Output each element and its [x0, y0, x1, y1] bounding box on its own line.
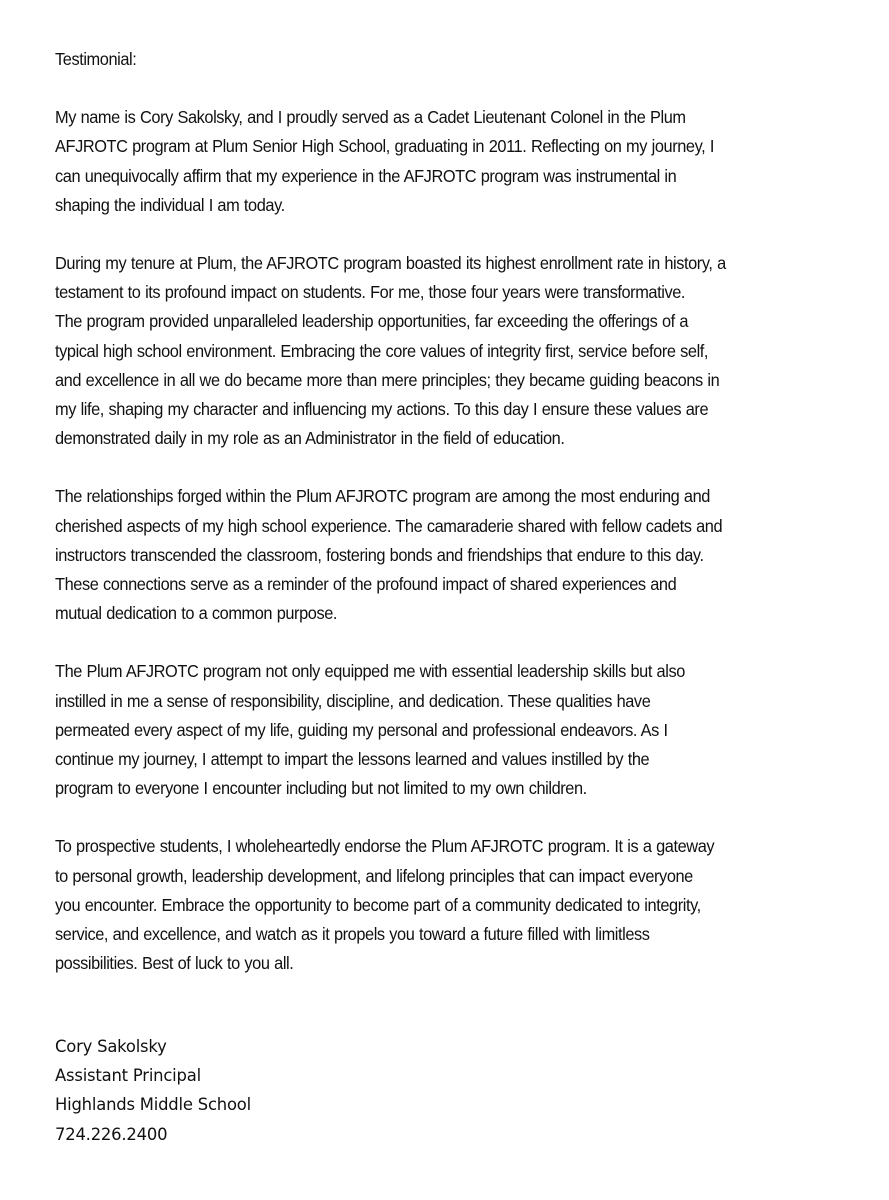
text-line: instructors transcended the classroom, fostering bonds and friendships that endure to this day. — [55, 544, 704, 565]
signature-name: Cory Sakolsky — [55, 1037, 167, 1056]
text-line: my life, shaping my character and influencing my actions. To this day I ensure these values are — [55, 399, 709, 420]
text-line: shaping the individual I am today. — [55, 194, 285, 215]
text-line: permeated every aspect of my life, guiding my personal and professional endeavors. As I — [55, 719, 668, 740]
text-line: service, and excellence, and watch as it propels you toward a future filled with limitless — [55, 924, 650, 945]
text-line: cherished aspects of my high school experience. The camaraderie shared with fellow cadets and — [55, 515, 723, 536]
paragraph-relationships — [55, 482, 870, 628]
text-line: possibilities. Best of luck to you all. — [55, 953, 294, 974]
signature-block — [55, 1032, 251, 1149]
text-line: continue my journey, I attempt to impart the lessons learned and values instilled by the — [55, 749, 650, 770]
paragraph-introduction — [55, 103, 870, 220]
text-line: typical high school environment. Embracing the core values of integrity first, service before self, — [55, 340, 709, 361]
text-line: instilled in me a sense of responsibility, discipline, and dedication. These qualities have — [55, 690, 651, 711]
signature-phone: 724.226.2400 — [55, 1124, 168, 1144]
text-line: program to everyone I encounter including but not limited to my own children. — [55, 778, 587, 799]
paragraph-skills — [55, 657, 870, 803]
text-line: can unequivocally affirm that my experience in the AFJROTC program was instrumental in — [55, 165, 677, 186]
text-line: and excellence in all we do became more than mere principles; they became guiding beacons in — [55, 369, 720, 390]
signature-title: Assistant Principal — [55, 1066, 201, 1086]
text-line: testament to its profound impact on students. For me, those four years were transformative. — [55, 282, 686, 303]
text-line: AFJROTC program at Plum Senior High School, graduating in 2011. Reflecting on my journey, I — [55, 136, 715, 157]
text-line: The Plum AFJROTC program not only equipped me with essential leadership skills but also — [55, 661, 685, 682]
text-line: To prospective students, I wholeheartedly endorse the Plum AFJROTC program. It is a gateway — [55, 836, 715, 857]
text-line: demonstrated daily in my role as an Administrator in the field of education. — [55, 428, 565, 449]
text-line: you encounter. Embrace the opportunity to become part of a community dedicated to integrity, — [55, 894, 701, 915]
document-body — [55, 45, 870, 978]
text-line: The program provided unparalleled leadership opportunities, far exceeding the offerings of a — [55, 311, 689, 332]
text-line: to personal growth, leadership development, and lifelong principles that can impact everyone — [55, 865, 693, 886]
text-line: The relationships forged within the Plum AFJROTC program are among the most enduring and — [55, 486, 710, 507]
signature-organization: Highlands Middle School — [55, 1095, 251, 1115]
testimonial-document — [55, 45, 870, 1007]
document-heading: Testimonial: — [55, 49, 137, 69]
text-line: mutual dedication to a common purpose. — [55, 603, 338, 624]
paragraph-tenure — [55, 249, 870, 453]
paragraph-endorsement — [55, 832, 870, 978]
text-line: My name is Cory Sakolsky, and I proudly served as a Cadet Lieutenant Colonel in the Plum — [55, 107, 686, 128]
text-line: These connections serve as a reminder of the profound impact of shared experiences and — [55, 574, 677, 595]
text-line: During my tenure at Plum, the AFJROTC program boasted its highest enrollment rate in history, a — [55, 253, 726, 274]
